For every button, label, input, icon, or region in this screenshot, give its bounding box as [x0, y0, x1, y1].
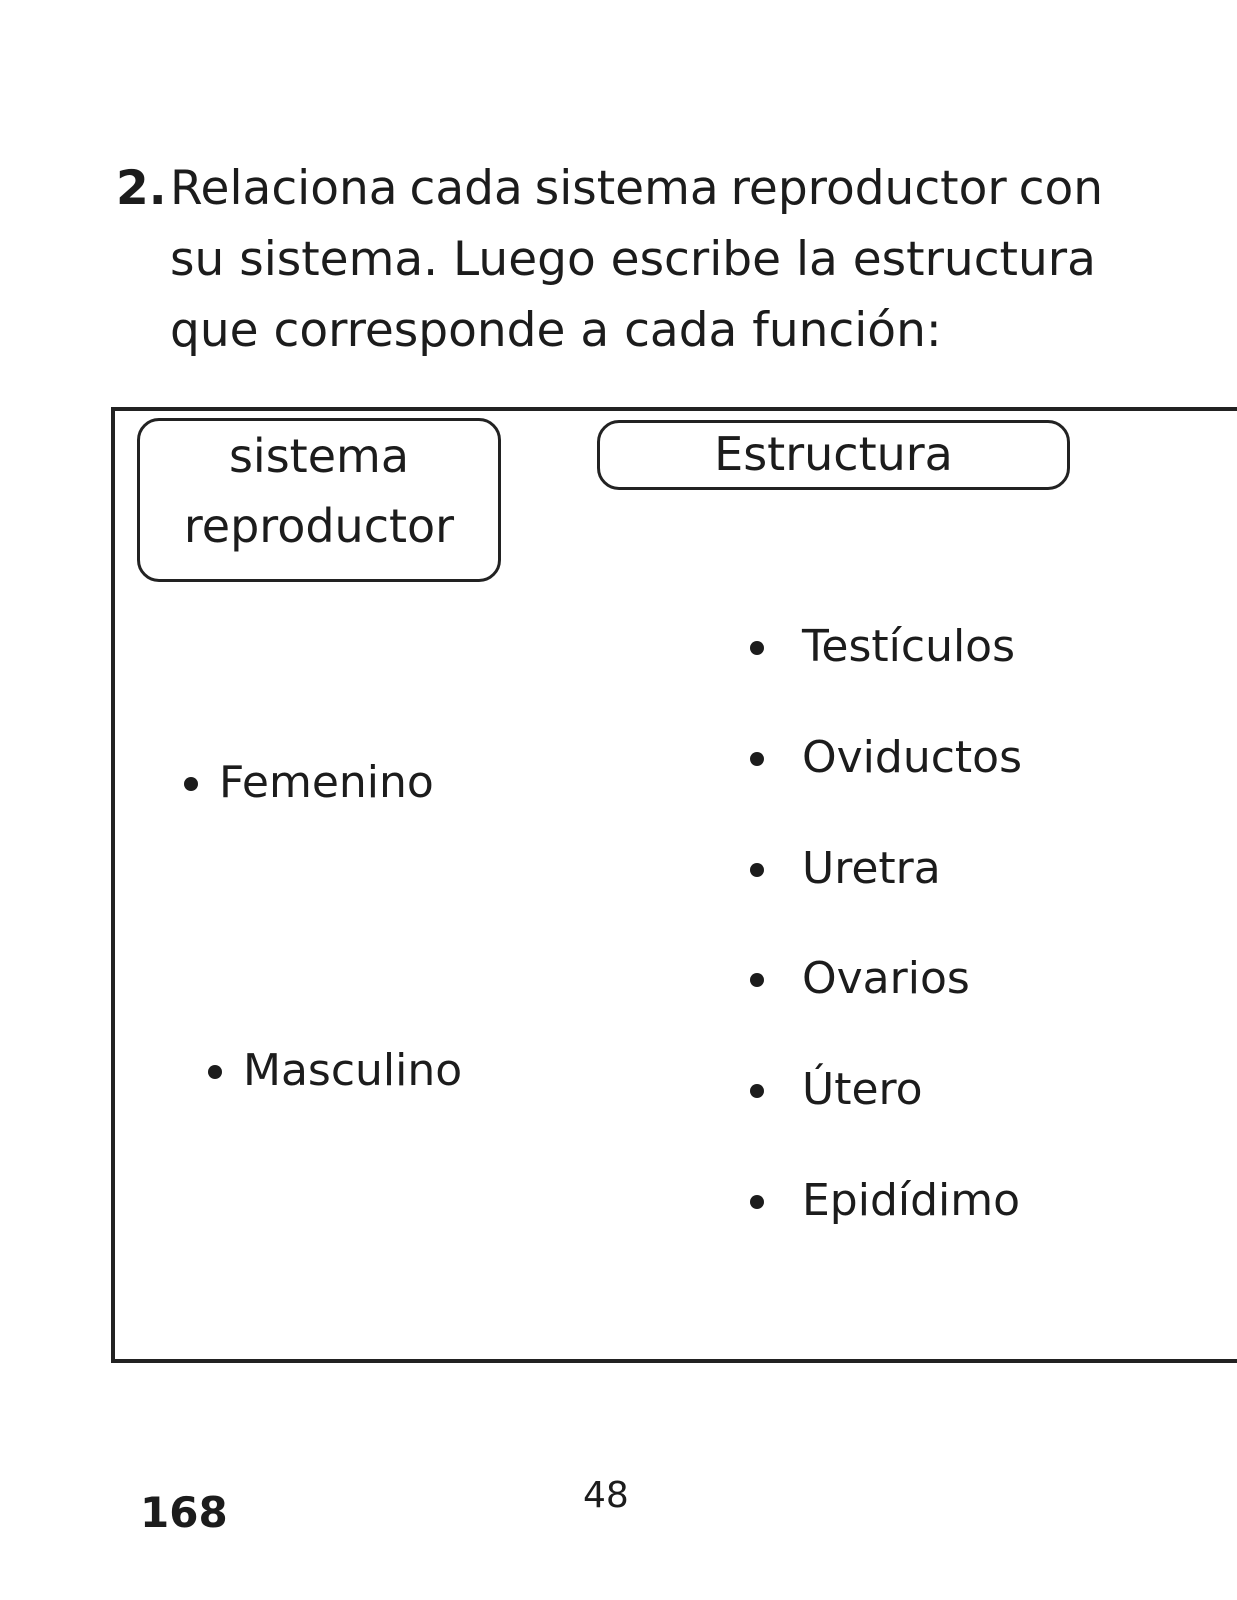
- estructura-item-utero[interactable]: Útero: [802, 1064, 923, 1115]
- page-number: 48: [583, 1475, 629, 1516]
- sistema-item-femenino[interactable]: Femenino: [219, 757, 434, 808]
- estructura-item-testiculos[interactable]: Testículos: [802, 621, 1016, 672]
- estructura-header: [597, 420, 1070, 490]
- question-text-line-2: su sistema. Luego escribe la estructura: [170, 232, 1096, 287]
- sistema-item-masculino[interactable]: Masculino: [243, 1045, 463, 1096]
- bullet-icon: [750, 973, 764, 987]
- question-number: 2.: [116, 161, 167, 216]
- estructura-item-ovarios[interactable]: Ovarios: [802, 953, 970, 1004]
- question-text-line-1: Relaciona cada sistema reproductor con: [170, 161, 1104, 216]
- sistema-header-line-2: reproductor: [183, 499, 455, 553]
- sistema-reproductor-header: [137, 418, 501, 582]
- bullet-icon: [208, 1065, 222, 1079]
- question-text-line-3: que corresponde a cada función:: [170, 303, 942, 358]
- bullet-icon: [750, 1195, 764, 1209]
- estructura-item-oviductos[interactable]: Oviductos: [802, 732, 1022, 783]
- bullet-icon: [750, 641, 764, 655]
- book-page-number: 168: [140, 1488, 228, 1537]
- bullet-icon: [750, 1084, 764, 1098]
- estructura-item-epididimo[interactable]: Epidídimo: [802, 1175, 1021, 1226]
- bullet-icon: [750, 863, 764, 877]
- bullet-icon: [750, 752, 764, 766]
- estructura-item-uretra[interactable]: Uretra: [802, 843, 941, 894]
- estructura-header-label: Estructura: [714, 427, 953, 481]
- sistema-header-line-1: sistema: [228, 429, 410, 483]
- bullet-icon: [184, 777, 198, 791]
